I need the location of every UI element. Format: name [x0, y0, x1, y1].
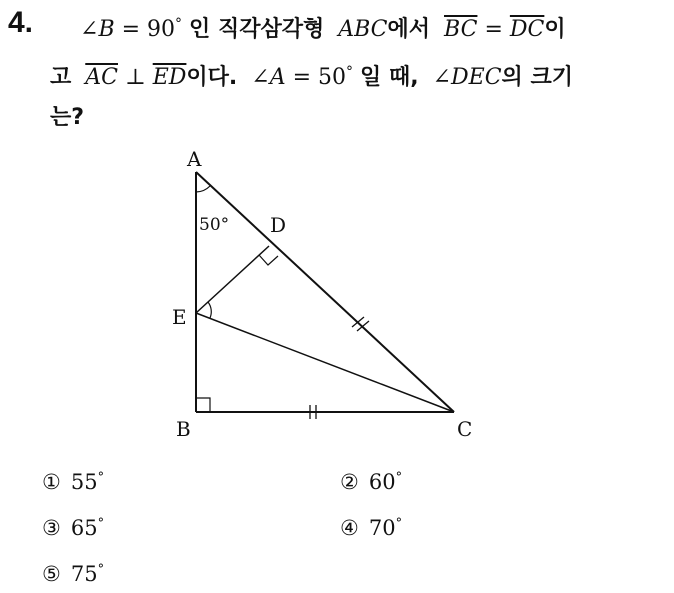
degree-sign: ° — [175, 16, 183, 32]
right-angle-mark-d — [259, 255, 278, 265]
choice-3-unit: ° — [97, 516, 105, 531]
choice-1-unit: ° — [97, 470, 105, 485]
choice-3[interactable] — [42, 516, 104, 540]
choice-5-number: ⑤ — [42, 562, 61, 586]
equals: = — [484, 17, 503, 42]
angle-arc-e — [208, 302, 211, 318]
label-a: A — [187, 147, 202, 171]
angle-arc-a — [196, 186, 210, 192]
choice-5-value: 75 — [70, 562, 98, 586]
angle-symbol-2: ∠ — [251, 65, 270, 90]
text-ida: 이다. — [186, 65, 238, 90]
segment-ec-line — [196, 313, 454, 412]
text-il-ttae: 일 때, — [360, 65, 419, 90]
choice-2-number: ② — [340, 470, 359, 494]
choice-1-number: ① — [42, 470, 61, 494]
right-angle-mark-b — [196, 398, 210, 412]
degree-sign-2: ° — [346, 64, 354, 80]
segment-bc: $\overline{BC}$ — [444, 17, 478, 42]
label-b: B — [176, 417, 191, 441]
choice-1[interactable] — [42, 470, 104, 494]
text-eseo: 에서 — [387, 17, 431, 42]
perp-symbol: ⊥ — [125, 65, 146, 90]
side-ac — [196, 172, 454, 412]
label-c: C — [457, 417, 473, 441]
label-d: D — [270, 213, 287, 237]
choice-4[interactable] — [340, 516, 402, 540]
segment-dc: $\overline{DC}$ — [509, 17, 545, 42]
label-e: E — [172, 305, 187, 329]
choice-2[interactable] — [340, 470, 402, 494]
segment-ed-line — [196, 246, 269, 313]
angle-symbol: ∠ — [80, 17, 99, 42]
eq-90: = 90 — [121, 17, 176, 42]
triangle-abc: ABC — [338, 17, 388, 42]
angle-symbol-3: ∠ — [432, 65, 451, 90]
choice-2-value: 60 — [368, 470, 396, 494]
question-line-3: 는? — [50, 105, 85, 130]
angle-a-letter: A — [269, 65, 286, 90]
text-go: 고 — [50, 65, 72, 90]
choice-4-number: ④ — [340, 516, 359, 540]
choice-3-number: ③ — [42, 516, 61, 540]
choice-4-unit: ° — [395, 516, 403, 531]
choice-5-unit: ° — [97, 562, 105, 577]
text-right-triangle: 인 직각삼각형 — [189, 17, 325, 42]
angle-label-50: 50° — [199, 215, 230, 235]
text-ui-size: 의 크기 — [501, 65, 573, 90]
text-i: 이 — [544, 17, 566, 42]
choice-3-value: 65 — [70, 516, 98, 540]
angle-dec: DEC — [451, 65, 502, 90]
choice-2-unit: ° — [395, 470, 403, 485]
question-number: 4. — [8, 6, 34, 39]
choice-4-value: 70 — [368, 516, 396, 540]
segment-ed: $\overline{ED}$ — [152, 65, 187, 90]
choice-1-value: 55 — [70, 470, 98, 494]
choice-5[interactable] — [42, 562, 104, 586]
segment-ac: $\overline{AC}$ — [85, 65, 118, 90]
angle-b-letter: B — [98, 17, 115, 42]
eq-50: = 50 — [292, 65, 347, 90]
